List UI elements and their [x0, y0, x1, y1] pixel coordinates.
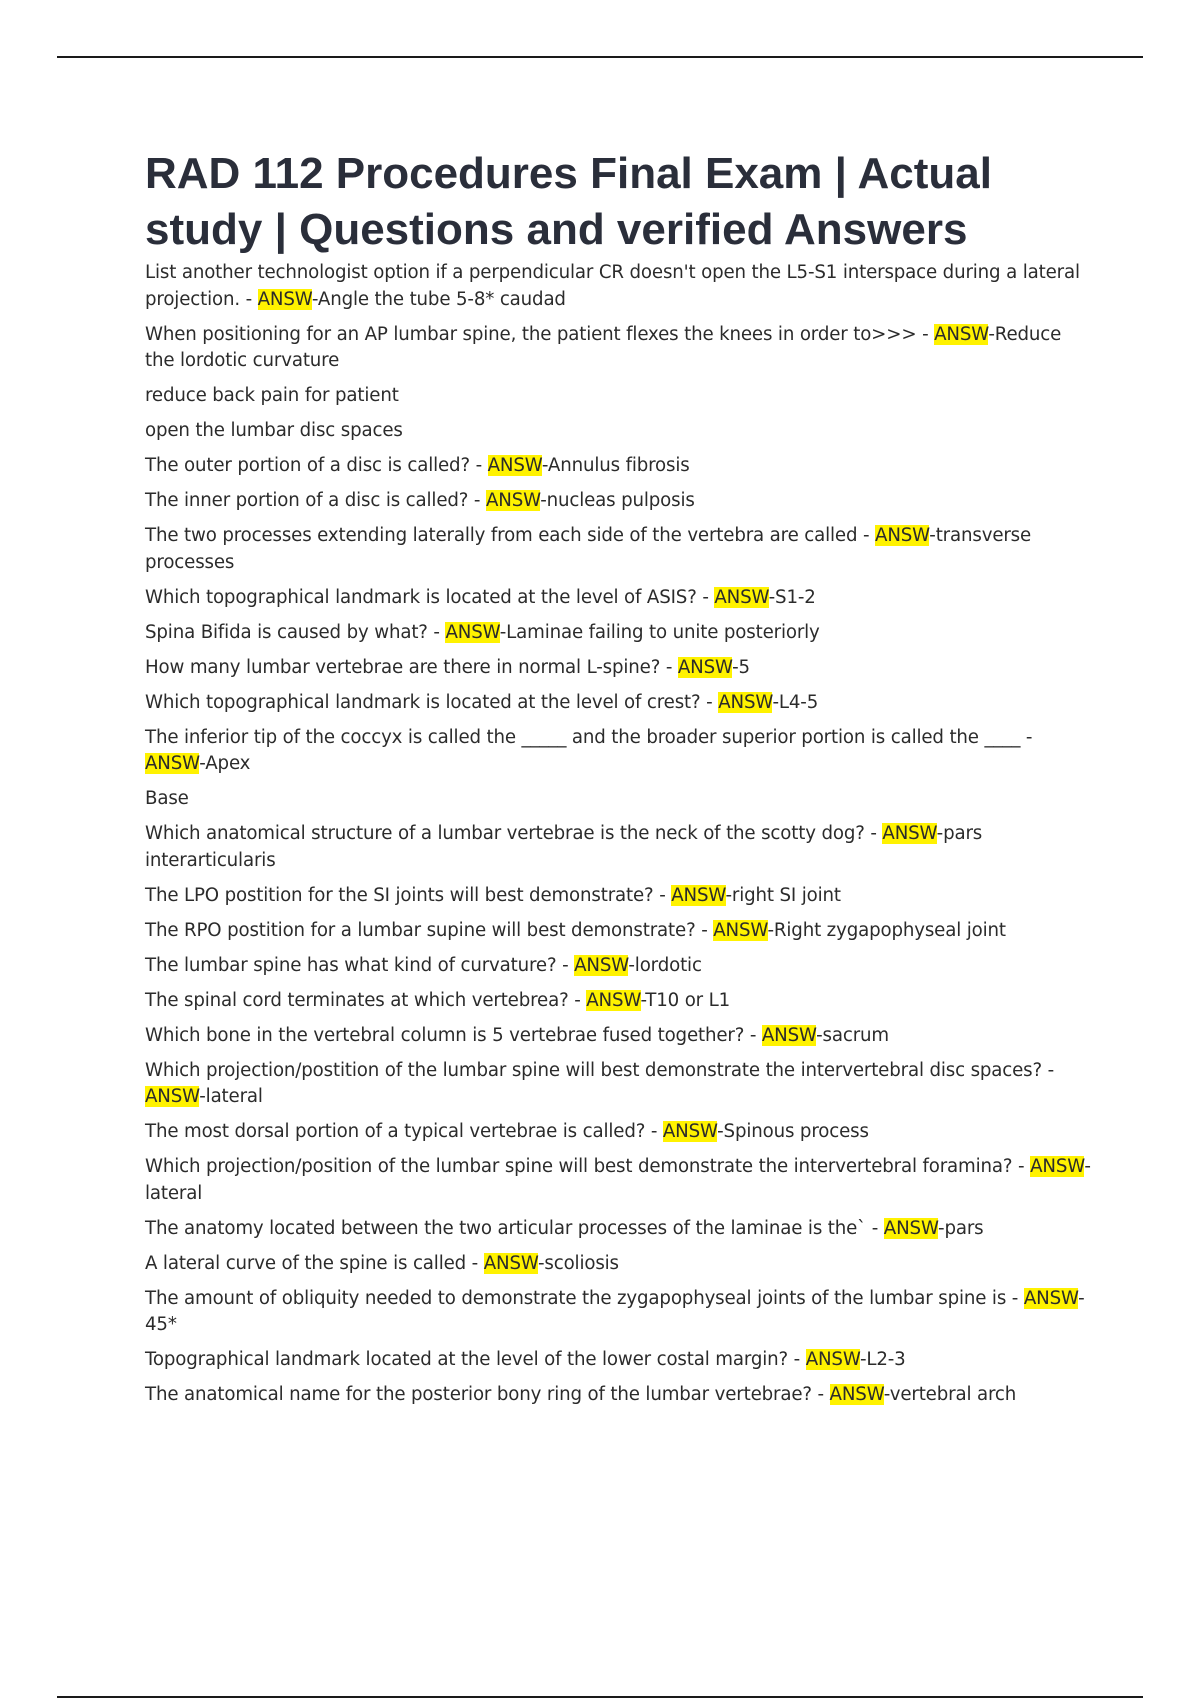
qa-item [145, 1286, 1095, 1339]
question-text: The anatomical name for the posterior bony ring of the lumbar vertebrae? - [145, 1384, 830, 1405]
answer-continuation: Base [145, 788, 189, 809]
qa-item [145, 988, 1095, 1015]
question-text: Which bone in the vertebral column is 5 vertebrae fused together? - [145, 1024, 762, 1046]
answer-marker-highlight: ANSW [445, 621, 500, 643]
answer-marker-highlight: ANSW [713, 919, 768, 941]
qa-item [145, 821, 1095, 874]
qa-item [145, 1023, 1095, 1050]
answer-text: -transverse processes [145, 525, 1032, 573]
qa-item [145, 690, 1095, 717]
answer-text: -Laminae failing to unite posteriorly [499, 621, 820, 643]
question-text: The spinal cord terminates at which vertebrea? - [145, 989, 587, 1011]
answer-marker-highlight: ANSW [485, 490, 541, 511]
answer-text: -pars [938, 1217, 984, 1239]
answer-marker-highlight: ANSW [714, 586, 769, 608]
question-text: The anatomy located between the two articular processes of the laminae is the` - [145, 1217, 884, 1239]
qa-item [145, 585, 1095, 612]
answer-marker-highlight: ANSW [1023, 1287, 1079, 1309]
answer-marker-highlight: ANSW [671, 884, 726, 906]
answer-marker-highlight: ANSW [487, 455, 542, 476]
answer-text: -nucleas pulposis [540, 490, 695, 511]
answer-text: -Angle the tube 5-8* caudad [311, 288, 566, 310]
answer-marker-highlight: ANSW [662, 1121, 718, 1142]
answer-text: -S1-2 [768, 586, 816, 608]
answer-text: -lateral [145, 1156, 1091, 1204]
question-text: Which topographical landmark is located at the level of ASIS? - [145, 586, 715, 608]
question-text: When positioning for an AP lumbar spine, the patient flexes the knees in order to>>> - [145, 323, 935, 345]
answer-continuation: reduce back pain for patient [145, 385, 399, 406]
qa-item [145, 1347, 1095, 1374]
answer-text: -Spinous process [717, 1121, 869, 1142]
answer-text: -Annulus fibrosis [541, 455, 690, 476]
answer-text: -Apex [199, 753, 251, 774]
answer-marker-highlight: ANSW [1030, 1156, 1085, 1177]
answer-marker-highlight: ANSW [805, 1349, 860, 1370]
question-text: How many lumbar vertebrae are there in normal L-spine? - [145, 656, 678, 678]
question-text: Topographical landmark located at the level of the lower costal margin? - [145, 1349, 806, 1370]
question-text: The most dorsal portion of a typical vertebrae is called? - [145, 1121, 663, 1142]
answer-marker-highlight: ANSW [145, 753, 200, 774]
answer-text: -45* [145, 1287, 1085, 1335]
qa-item [145, 1058, 1095, 1111]
answer-text: -pars interarticularis [145, 823, 983, 871]
question-text: The RPO postition for a lumbar supine will best demonstrate? - [145, 919, 714, 941]
answer-marker-highlight: ANSW [145, 1086, 200, 1107]
qa-item [145, 1154, 1095, 1207]
question-text: The outer portion of a disc is called? - [145, 455, 488, 476]
qa-item [145, 953, 1095, 980]
question-text: A lateral curve of the spine is called - [145, 1252, 484, 1274]
question-text: The inferior tip of the coccyx is called the _____ and the broader superior portion is called the ____ - [145, 726, 1033, 748]
qa-list [145, 260, 1095, 1409]
answer-text: -lordotic [628, 954, 702, 976]
answer-marker-highlight: ANSW [257, 288, 312, 310]
qa-item [145, 453, 1095, 480]
answer-marker-highlight: ANSW [586, 989, 641, 1011]
answer-marker-highlight: ANSW [761, 1024, 817, 1046]
qa-item [145, 620, 1095, 647]
qa-item [145, 1251, 1095, 1278]
answer-text: -sacrum [816, 1024, 889, 1046]
top-rule [57, 56, 1143, 58]
answer-marker-highlight: ANSW [718, 691, 773, 713]
answer-marker-highlight: ANSW [883, 1217, 939, 1239]
answer-text: -vertebral arch [883, 1384, 1017, 1405]
qa-item [145, 260, 1095, 313]
qa-item [145, 488, 1095, 515]
answer-continuation: open the lumbar disc spaces [145, 420, 403, 441]
answer-marker-highlight: ANSW [574, 954, 629, 976]
qa-item [145, 523, 1095, 576]
qa-item [145, 725, 1095, 778]
answer-marker-highlight: ANSW [875, 525, 930, 546]
question-text: The LPO postition for the SI joints will best demonstrate? - [145, 884, 672, 906]
question-text: The inner portion of a disc is called? - [145, 490, 486, 511]
document-title: RAD 112 Procedures Final Exam | Actual study | Questions and verified Answers [145, 149, 992, 254]
bottom-rule [57, 1696, 1143, 1698]
question-text: Spina Bifida is caused by what? - [145, 621, 446, 643]
answer-text: -T10 or L1 [640, 989, 731, 1011]
answer-marker-highlight: ANSW [677, 656, 733, 678]
answer-text: -L2-3 [859, 1349, 906, 1370]
qa-item [145, 655, 1095, 682]
question-text: Which projection/position of the lumbar spine will best demonstrate the intervertebral foramina? - [145, 1156, 1031, 1177]
question-text: Which projection/postition of the lumbar spine will best demonstrate the intervertebral disc spaces? - [145, 1059, 1055, 1081]
answer-marker-highlight: ANSW [934, 323, 989, 345]
document-body [145, 146, 1095, 1417]
qa-item [145, 1382, 1095, 1409]
question-text: Which topographical landmark is located at the level of crest? - [145, 691, 719, 713]
question-text: Which anatomical structure of a lumbar vertebrae is the neck of the scotty dog? - [145, 823, 883, 844]
qa-item [145, 1119, 1095, 1146]
answer-text: -right SI joint [725, 884, 841, 906]
answer-text: -scoliosis [537, 1252, 619, 1274]
answer-text: -lateral [199, 1086, 263, 1107]
qa-item [145, 918, 1095, 945]
answer-marker-highlight: ANSW [829, 1384, 884, 1405]
answer-text: -L4-5 [772, 691, 819, 713]
answer-marker-highlight: ANSW [483, 1252, 538, 1274]
question-text: The lumbar spine has what kind of curvature? - [145, 954, 575, 976]
answer-text: -5 [732, 656, 750, 678]
answer-marker-highlight: ANSW [882, 823, 937, 844]
qa-item [145, 883, 1095, 910]
answer-text: -Right zygapophyseal joint [767, 919, 1006, 941]
qa-item [145, 1216, 1095, 1243]
question-text: The amount of obliquity needed to demonstrate the zygapophyseal joints of the lumbar spine is - [145, 1287, 1024, 1309]
question-text: List another technologist option if a perpendicular CR doesn't open the L5-S1 interspace during a lateral projection. - [145, 262, 1080, 310]
question-text: The two processes extending laterally from each side of the vertebra are called - [145, 525, 876, 546]
qa-item [145, 322, 1095, 375]
answer-text: -Reduce the lordotic curvature [145, 323, 1062, 371]
